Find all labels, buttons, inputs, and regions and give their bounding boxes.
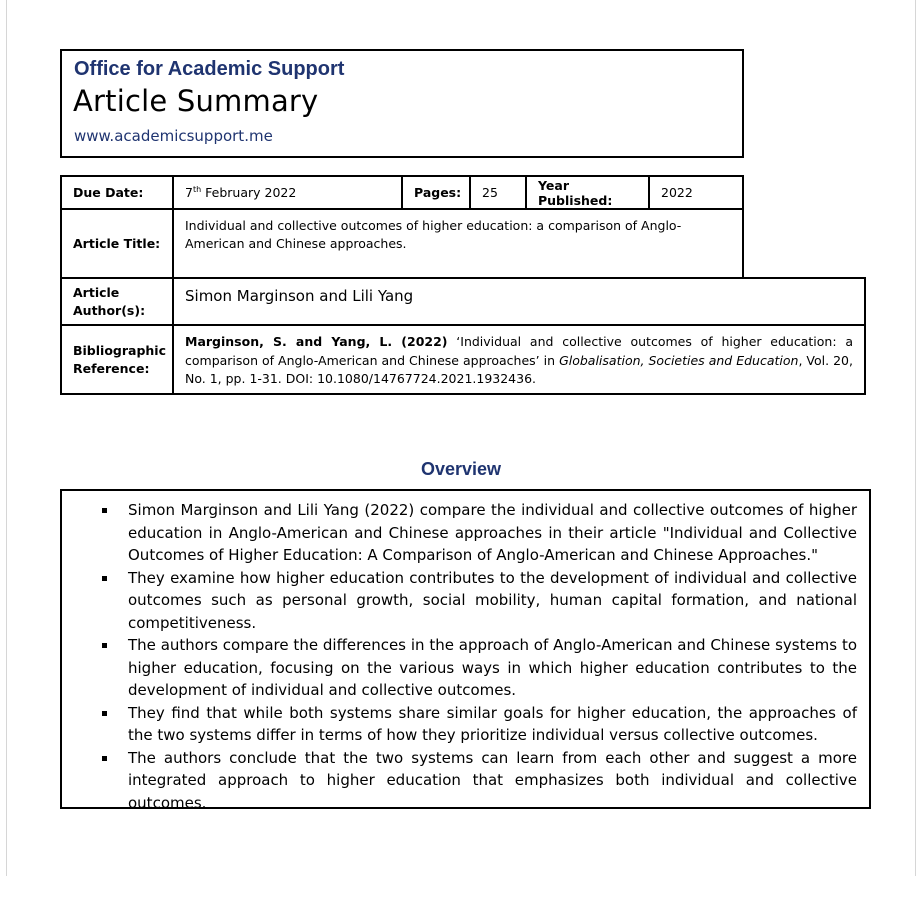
biblio-label-cell: [60, 324, 174, 395]
authors-label-cell: [60, 277, 174, 326]
pages-label: Pages:: [414, 185, 462, 200]
website-link[interactable]: www.academicsupport.me: [74, 127, 273, 145]
article-title-value-cell: [172, 208, 744, 279]
bullet-icon: [102, 508, 107, 513]
authors-value-cell: [172, 277, 866, 326]
bibliographic-reference-value: Marginson, S. and Yang, L. (2022) ‘Individual and collective outcomes of higher education: a comparison of Anglo-American and Chinese approaches’ in Globalisation, Societies and Education, Vol. 20, No. 1, pp. 1-31. DOI: 10.1080/14767724.2021.1932436.: [185, 334, 853, 386]
article-authors-value: Simon Marginson and Lili Yang: [185, 287, 414, 305]
page-right-edge: [915, 0, 916, 876]
article-authors-label: Article Author(s):: [73, 284, 146, 318]
year-label-cell: [525, 175, 650, 210]
bullet-icon: [102, 576, 107, 581]
document-title: Article Summary: [73, 84, 319, 118]
overview-item: They examine how higher education contributes to the development of individual and collective outcomes such as personal growth, social mobility, human capital formation, and national competitiveness.: [128, 567, 857, 635]
article-title-value: Individual and collective outcomes of higher education: a comparison of Anglo-American and Chinese approaches.: [185, 218, 682, 251]
header-box: [60, 49, 744, 158]
overview-heading: Overview: [420, 459, 502, 479]
overview-item: Simon Marginson and Lili Yang (2022) compare the individual and collective outcomes of higher education in Anglo-American and Chinese approaches in their article "Individual and Collective Outcomes of Higher Education: A Comparison of Anglo-American and Chinese Approaches.": [128, 499, 857, 567]
overview-box: [60, 489, 871, 812]
article-title-label: Article Title:: [73, 236, 161, 251]
bibliographic-reference-label: Bibliographic Reference:: [73, 342, 167, 376]
pages-label-cell: [401, 175, 471, 210]
year-published-label: Year Published:: [538, 177, 613, 208]
overview-list: [62, 491, 869, 814]
due-date-label: Due Date:: [73, 185, 144, 200]
organization-name: Office for Academic Support: [74, 58, 345, 80]
biblio-value-cell: [172, 324, 866, 395]
overview-item: The authors compare the differences in the approach of Anglo-American and Chinese systems to higher education, focusing on the various ways in which higher education contributes to the development of individual and collective outcomes.: [128, 634, 857, 702]
bullet-icon: [102, 756, 107, 761]
due-date-value: 7th February 2022: [185, 184, 297, 201]
overview-item: They find that while both systems share similar goals for higher education, the approaches of the two systems differ in terms of how they prioritize individual versus collective outcomes.: [128, 702, 857, 747]
year-value-cell: [648, 175, 744, 210]
bullet-icon: [102, 643, 107, 648]
due-date-label-cell: [60, 175, 174, 210]
pages-value: 25: [482, 185, 498, 200]
overview-item: The authors conclude that the two systems can learn from each other and suggest a more integrated approach to higher education that emphasizes both individual and collective outcomes.: [128, 747, 857, 815]
page-bottom-margin: [0, 876, 922, 898]
bullet-icon: [102, 711, 107, 716]
year-published-value: 2022: [661, 185, 693, 200]
pages-value-cell: [469, 175, 527, 210]
due-date-value-cell: [172, 175, 403, 210]
article-title-label-cell: [60, 208, 174, 279]
page-left-edge: [6, 0, 7, 876]
